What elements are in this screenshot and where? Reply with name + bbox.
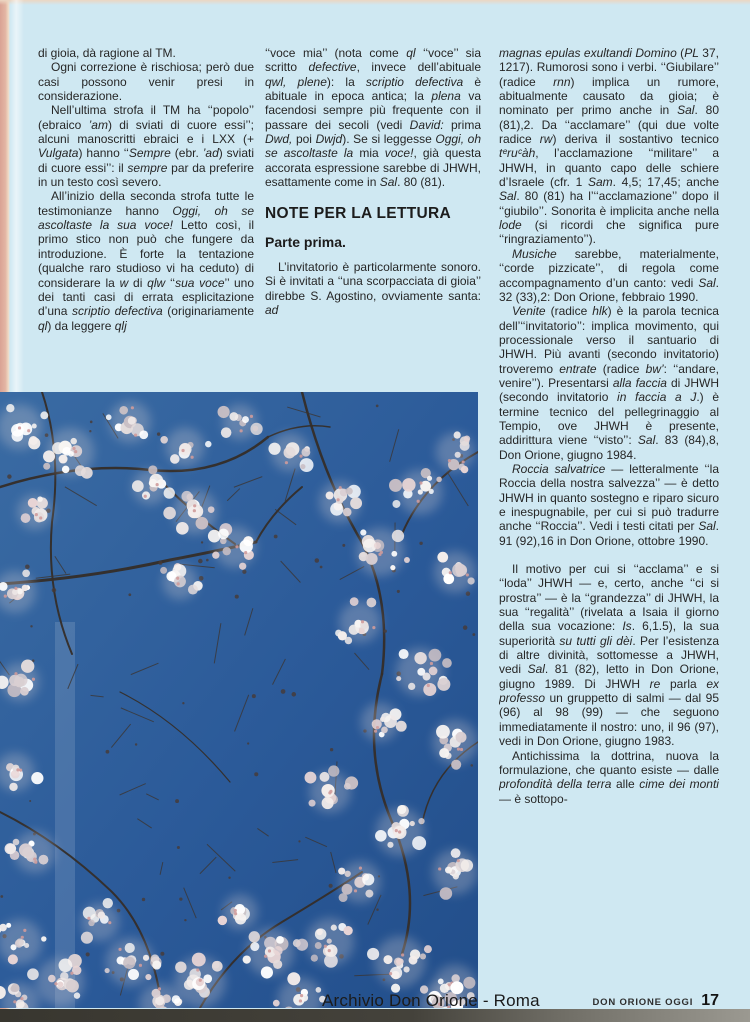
text-column-1 <box>38 46 254 392</box>
body-paragraph: Ogni correzione è rischiosa; però due casi possono venir presi in considerazione. <box>38 60 254 104</box>
section-heading: NOTE PER LA LETTURA <box>265 205 451 223</box>
body-paragraph: All’inizio della seconda strofa tutte le testimonianze hanno Oggi, oh se ascoltaste la sua voce! Letto così, il primo stico non può che fungere da introduzione. È forte la tentazione (qualche raro studioso vi ha ceduto) di considerare la w di qlw ‘‘sua voce’’ uno dei tanti casi di errata esplicitazione d’una scriptio defectiva (originariamente ql) da leggere qlj <box>38 189 254 333</box>
body-paragraph: L’invitatorio è particolarmente sonoro. Si è invitati a ‘‘una scorpacciata di gioia’’ direbbe S. Agostino, ovviamente santa: ad <box>265 260 481 318</box>
body-paragraph: Roccia salvatrice — letteralmente ‘‘la Roccia della nostra salvezza’’ — è detto JHWH in quanto sostegno e riparo sicuro e inespugnabile, per cui si può tradurre anche ‘‘Roccia’’. Vedi i testi citati per Sal. 91 (92),16 in Don Orione, ottobre 1990. <box>499 461 719 548</box>
body-paragraph: Il motivo per cui si ‘‘acclama’’ e si ‘‘loda’’ JHWH — e, certo, anche ‘‘ci si prostra’’ — è la ‘‘grandezza’’ di JHWH, la sua ‘‘regalità’’ (rivelata a Isaia il giorno della sua vocazione: Is. 6,1.5), la sua superiorità su tutti gli dèi. Per l’esistenza di altre divinità, sottomesse a JHWH, vedi Sal. 81 (82), letto in Don Orione, giugno 1989. Di JHWH re parla ex professo un gruppetto di salmi — dal 95 (96) al 98 (99) — che seguono immediatamente il nostro: uno, il 96 (97), vedi in Don Orione, giugno 1983. <box>499 562 719 749</box>
page-footer <box>593 992 719 1010</box>
blossom-photo-illustration <box>0 392 478 1008</box>
body-paragraph: di gioia, dà ragione al TM. <box>38 46 176 60</box>
blossom-photo <box>0 392 478 1008</box>
scan-edge-top <box>0 0 750 5</box>
page-number: 17 <box>701 992 719 1009</box>
archive-watermark: Archivio Don Orione - Roma <box>322 991 540 1010</box>
body-paragraph: magnas epulas exultandi Domino (PL 37, 1217). Rumorosi sono i verbi. ‘‘Giubilare’’ (radice rnn) implica un rumore, abitualmente causato da gioia; è nominato per primo anche in Sal. 80 (81),2. Da ‘‘acclamare’’ (qui due volte radice rw) deriva il sostantivo tecnico tᵉruᶜàh, l’acclamazione ‘‘militare’’ a JHWH, in quanto capo delle schiere d’Israele (cfr. 1 Sam. 4,5; 17,45; anche Sal. 80 (81) ha l’‘‘acclamazione’’ dopo il ‘‘giubilo’’. Sonorita è implicita anche nella lode (si ricordi che significa pure ‘‘ringraziamento’’). <box>499 46 719 247</box>
text-column-2 <box>265 46 481 394</box>
body-paragraph: Venite (radice hlk) è la parola tecnica dell’‘‘invitatorio’’: implica movimento, qui processionale verso il santuario di JHWH. Più avanti (secondo invitatorio) troveremo entrate (radice bw’: ‘‘andare, venire’’). Presentarsi alla faccia di JHWH (secondo invitatorio in faccia a J.) è termine tecnico del pellegrinaggio al Tempio, ove JHWH è presente, addirittura viene ‘‘visto’’: Sal. 83 (84),8, Don Orione, giugno 1984. <box>499 304 719 462</box>
text-column-3 <box>499 46 719 994</box>
magazine-name: DON ORIONE OGGI <box>592 997 694 1008</box>
body-paragraph: Nell’ultima strofa il TM ha ‘‘popolo’’ (ebraico ’am) di sviati di cuore essi’’; alcuni manoscritti ebraici e i LXX (+ Vulgata) hanno ‘‘Sempre (ebr. ’ad) sviati di cuore essi’’: il sempre par da preferire in un testo così severo. <box>38 103 254 190</box>
body-paragraph: Antichissima la dottrina, nuova la formulazione, che quanto esiste — dalle profondità della terra alle cime dei monti — è sottopo- <box>499 748 719 806</box>
body-paragraph: ‘‘voce mia’’ (nota come ql ‘‘voce’’ sia scritto defective, invece dell’abituale qwl, plene): la scriptio defectiva è abituale in epoca antica; la plena va facendosi sempre più frequente con il passare dei secoli (vedi David: prima Dwd, poi Dwjd). Se si leggesse Oggi, oh se ascoltaste la mia voce!, già questa accorata espressione sarebbe di JHWH, esattamente come in Sal. 80 (81). <box>265 46 481 190</box>
section-subheading: Parte prima. <box>265 233 346 250</box>
body-paragraph: Musiche sarebbe, materialmente, ‘‘corde pizzicate’’, di regola come accompagnamento d’un canto: vedi Sal. 32 (33),2: Don Orione, febbraio 1990. <box>499 246 719 304</box>
